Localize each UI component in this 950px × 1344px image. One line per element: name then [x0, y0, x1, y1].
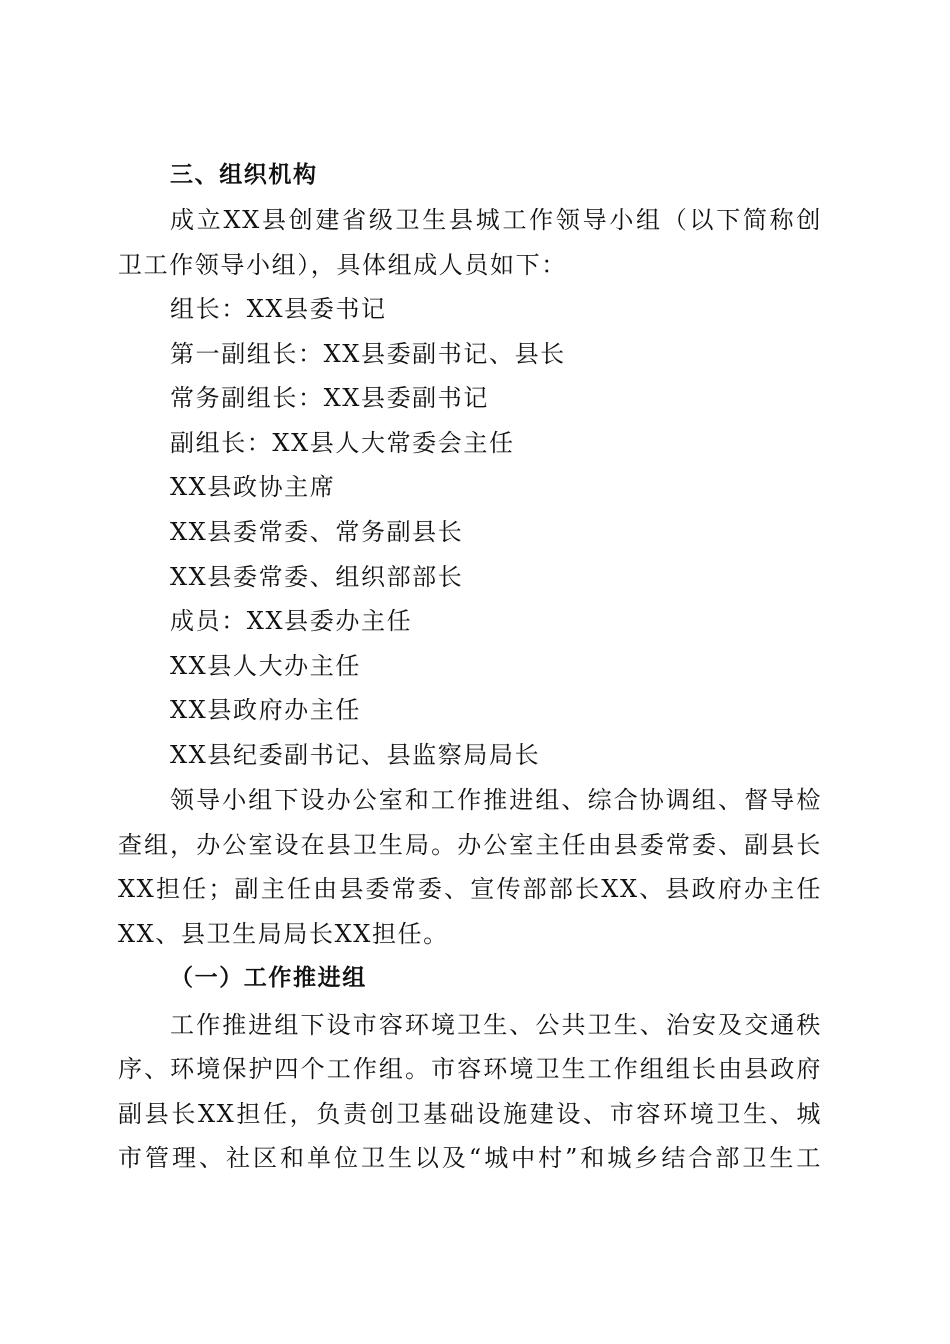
work-paragraph-line-3: 副县长XX担任，负责创卫基础设施建设、市容环境卫生、城	[118, 1100, 822, 1128]
intro-line-1: 成立XX县创建省级卫生县城工作领导小组（以下简称创	[170, 206, 822, 234]
subsection-heading: （一）工作推进组	[170, 964, 367, 991]
member-4: XX县纪委副书记、县监察局局长	[170, 741, 541, 769]
member-2: XX县人大办主任	[170, 652, 361, 680]
member-leader: 组长：XX县委书记	[170, 295, 387, 323]
member-deputy-4: XX县委常委、组织部部长	[170, 563, 464, 591]
office-paragraph-line-1: 领导小组下设办公室和工作推进组、综合协调组、督导检	[170, 786, 822, 814]
member-deputy-3: XX县委常委、常务副县长	[170, 518, 464, 546]
member-first-deputy: 第一副组长：XX县委副书记、县长	[170, 340, 566, 368]
member-1: 成员：XX县委办主任	[170, 607, 413, 635]
work-paragraph-line-2: 序、环境保护四个工作组。市容环境卫生工作组组长由县政府	[118, 1055, 822, 1083]
member-deputy-2: XX县政协主席	[170, 473, 336, 501]
office-paragraph-line-3: XX担任；副主任由县委常委、宣传部部长XX、县政府办主任	[118, 875, 822, 903]
office-paragraph-line-2: 查组，办公室设在县卫生局。办公室主任由县委常委、副县长	[118, 831, 822, 859]
section-heading: 三、组织机构	[170, 162, 318, 188]
intro-line-2: 卫工作领导小组），具体组成人员如下：	[118, 251, 567, 279]
work-paragraph-line-1: 工作推进组下设市容环境卫生、公共卫生、治安及交通秩	[170, 1011, 822, 1039]
member-3: XX县政府办主任	[170, 696, 361, 724]
office-paragraph-line-4: XX、县卫生局局长XX担任。	[118, 920, 449, 948]
member-deputy-1: 副组长：XX县人大常委会主任	[170, 429, 515, 457]
member-executive-deputy: 常务副组长：XX县委副书记	[170, 384, 489, 412]
work-paragraph-line-4: 市管理、社区和单位卫生以及“城中村”和城乡结合部卫生工	[118, 1144, 822, 1172]
